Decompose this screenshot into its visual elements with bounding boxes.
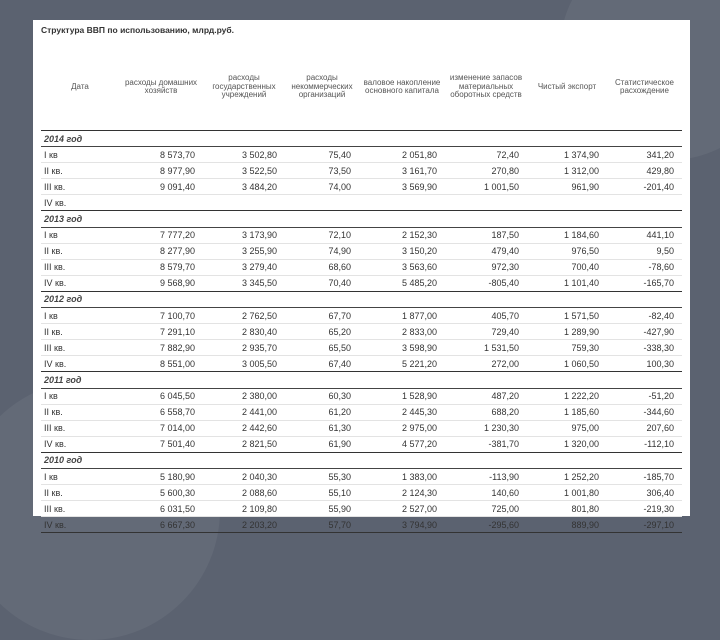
column-header: расходы некоммерческих организаций bbox=[285, 44, 359, 131]
value-cell: 73,50 bbox=[285, 163, 359, 179]
value-cell: 5 485,20 bbox=[359, 275, 445, 291]
value-cell: 3 598,90 bbox=[359, 340, 445, 356]
value-cell: 1 060,50 bbox=[527, 356, 607, 372]
value-cell: 441,10 bbox=[607, 227, 682, 243]
value-cell: 3 502,80 bbox=[203, 147, 285, 163]
quarter-cell: III кв. bbox=[41, 340, 119, 356]
value-cell: 3 255,90 bbox=[203, 243, 285, 259]
value-cell: 341,20 bbox=[607, 147, 682, 163]
value-cell: 1 001,50 bbox=[445, 179, 527, 195]
value-cell: -78,60 bbox=[607, 259, 682, 275]
value-cell: 8 551,00 bbox=[119, 356, 203, 372]
value-cell: 8 579,70 bbox=[119, 259, 203, 275]
table-row bbox=[41, 517, 682, 533]
value-cell: 8 573,70 bbox=[119, 147, 203, 163]
value-cell: 7 100,70 bbox=[119, 308, 203, 324]
value-cell: 55,30 bbox=[285, 468, 359, 484]
quarter-cell: II кв. bbox=[41, 485, 119, 501]
value-cell: 2 051,80 bbox=[359, 147, 445, 163]
quarter-cell: III кв. bbox=[41, 501, 119, 517]
value-cell bbox=[285, 195, 359, 211]
value-cell: -805,40 bbox=[445, 275, 527, 291]
table-row bbox=[41, 195, 682, 211]
value-cell: 801,80 bbox=[527, 501, 607, 517]
value-cell: 72,10 bbox=[285, 227, 359, 243]
value-cell: 725,00 bbox=[445, 501, 527, 517]
value-cell: 2 152,30 bbox=[359, 227, 445, 243]
value-cell: -427,90 bbox=[607, 324, 682, 340]
value-cell: 1 877,00 bbox=[359, 308, 445, 324]
table-row bbox=[41, 147, 682, 163]
year-label: 2011 год bbox=[41, 372, 682, 388]
quarter-cell: I кв bbox=[41, 388, 119, 404]
value-cell: 2 762,50 bbox=[203, 308, 285, 324]
value-cell: 3 569,90 bbox=[359, 179, 445, 195]
value-cell: 8 277,90 bbox=[119, 243, 203, 259]
value-cell: 1 101,40 bbox=[527, 275, 607, 291]
value-cell: 961,90 bbox=[527, 179, 607, 195]
value-cell: 100,30 bbox=[607, 356, 682, 372]
value-cell: 187,50 bbox=[445, 227, 527, 243]
value-cell: 479,40 bbox=[445, 243, 527, 259]
value-cell: 2 380,00 bbox=[203, 388, 285, 404]
value-cell: 9,50 bbox=[607, 243, 682, 259]
quarter-cell: II кв. bbox=[41, 404, 119, 420]
quarter-cell: I кв bbox=[41, 468, 119, 484]
table-row bbox=[41, 308, 682, 324]
value-cell: 729,40 bbox=[445, 324, 527, 340]
value-cell: 1 252,20 bbox=[527, 468, 607, 484]
value-cell: 140,60 bbox=[445, 485, 527, 501]
column-header: валовое накопление основного капитала bbox=[359, 44, 445, 131]
value-cell: -344,60 bbox=[607, 404, 682, 420]
value-cell: 2 203,20 bbox=[203, 517, 285, 533]
value-cell: -381,70 bbox=[445, 436, 527, 452]
value-cell: 9 568,90 bbox=[119, 275, 203, 291]
column-header: расходы домашних хозяйств bbox=[119, 44, 203, 131]
table-row bbox=[41, 179, 682, 195]
value-cell: 3 279,40 bbox=[203, 259, 285, 275]
value-cell: 67,40 bbox=[285, 356, 359, 372]
year-group-row bbox=[41, 452, 682, 468]
value-cell: -51,20 bbox=[607, 388, 682, 404]
table-row bbox=[41, 388, 682, 404]
value-cell: 70,40 bbox=[285, 275, 359, 291]
value-cell: 6 045,50 bbox=[119, 388, 203, 404]
value-cell: 57,70 bbox=[285, 517, 359, 533]
value-cell: 72,40 bbox=[445, 147, 527, 163]
value-cell: 3 005,50 bbox=[203, 356, 285, 372]
value-cell bbox=[527, 195, 607, 211]
value-cell bbox=[359, 195, 445, 211]
quarter-cell: IV кв. bbox=[41, 275, 119, 291]
value-cell: 61,20 bbox=[285, 404, 359, 420]
value-cell: 2 821,50 bbox=[203, 436, 285, 452]
value-cell: 61,30 bbox=[285, 420, 359, 436]
value-cell: 6 558,70 bbox=[119, 404, 203, 420]
value-cell: 7 014,00 bbox=[119, 420, 203, 436]
document-page bbox=[33, 20, 690, 530]
value-cell: 487,20 bbox=[445, 388, 527, 404]
value-cell: 2 830,40 bbox=[203, 324, 285, 340]
value-cell: 60,30 bbox=[285, 388, 359, 404]
value-cell: 2 109,80 bbox=[203, 501, 285, 517]
table-row bbox=[41, 420, 682, 436]
value-cell: 1 001,80 bbox=[527, 485, 607, 501]
value-cell: 3 522,50 bbox=[203, 163, 285, 179]
value-cell: 270,80 bbox=[445, 163, 527, 179]
table-row bbox=[41, 324, 682, 340]
table-body bbox=[41, 131, 682, 533]
table-row bbox=[41, 468, 682, 484]
value-cell: 1 222,20 bbox=[527, 388, 607, 404]
value-cell: 1 528,90 bbox=[359, 388, 445, 404]
quarter-cell: III кв. bbox=[41, 179, 119, 195]
quarter-cell: II кв. bbox=[41, 324, 119, 340]
value-cell: 889,90 bbox=[527, 517, 607, 533]
column-header: Статистическое расхождение bbox=[607, 44, 682, 131]
value-cell: 3 345,50 bbox=[203, 275, 285, 291]
quarter-cell: I кв bbox=[41, 147, 119, 163]
value-cell: 68,60 bbox=[285, 259, 359, 275]
quarter-cell: II кв. bbox=[41, 163, 119, 179]
value-cell: 1 383,00 bbox=[359, 468, 445, 484]
year-label: 2014 год bbox=[41, 131, 682, 147]
value-cell: 6 031,50 bbox=[119, 501, 203, 517]
value-cell: 306,40 bbox=[607, 485, 682, 501]
value-cell: 1 184,60 bbox=[527, 227, 607, 243]
value-cell: 4 577,20 bbox=[359, 436, 445, 452]
value-cell: 3 563,60 bbox=[359, 259, 445, 275]
value-cell bbox=[203, 195, 285, 211]
value-cell: -201,40 bbox=[607, 179, 682, 195]
quarter-cell: II кв. bbox=[41, 243, 119, 259]
quarter-cell: IV кв. bbox=[41, 517, 119, 533]
value-cell: 5 221,20 bbox=[359, 356, 445, 372]
value-cell: 2 527,00 bbox=[359, 501, 445, 517]
value-cell: 5 180,90 bbox=[119, 468, 203, 484]
value-cell: 207,60 bbox=[607, 420, 682, 436]
value-cell: -165,70 bbox=[607, 275, 682, 291]
value-cell: 2 975,00 bbox=[359, 420, 445, 436]
value-cell: 9 091,40 bbox=[119, 179, 203, 195]
table-row bbox=[41, 356, 682, 372]
table-row bbox=[41, 436, 682, 452]
value-cell: 74,90 bbox=[285, 243, 359, 259]
value-cell: -297,10 bbox=[607, 517, 682, 533]
value-cell: 3 484,20 bbox=[203, 179, 285, 195]
document-title: Структура ВВП по использованию, млрд.руб. bbox=[41, 25, 234, 35]
column-header: Дата bbox=[41, 44, 119, 131]
table-header-row bbox=[41, 44, 682, 131]
value-cell: 67,70 bbox=[285, 308, 359, 324]
value-cell: 5 600,30 bbox=[119, 485, 203, 501]
year-label: 2013 год bbox=[41, 211, 682, 227]
value-cell: -185,70 bbox=[607, 468, 682, 484]
table-row bbox=[41, 340, 682, 356]
table-row bbox=[41, 259, 682, 275]
value-cell: 65,50 bbox=[285, 340, 359, 356]
year-label: 2010 год bbox=[41, 452, 682, 468]
table-row bbox=[41, 501, 682, 517]
value-cell: 688,20 bbox=[445, 404, 527, 420]
value-cell: 61,90 bbox=[285, 436, 359, 452]
value-cell: 429,80 bbox=[607, 163, 682, 179]
table-row bbox=[41, 275, 682, 291]
value-cell: 2 445,30 bbox=[359, 404, 445, 420]
column-header: Чистый экспорт bbox=[527, 44, 607, 131]
value-cell: 2 088,60 bbox=[203, 485, 285, 501]
value-cell: 2 833,00 bbox=[359, 324, 445, 340]
value-cell bbox=[607, 195, 682, 211]
value-cell: -113,90 bbox=[445, 468, 527, 484]
value-cell: -295,60 bbox=[445, 517, 527, 533]
quarter-cell: I кв bbox=[41, 227, 119, 243]
value-cell: 976,50 bbox=[527, 243, 607, 259]
quarter-cell: I кв bbox=[41, 308, 119, 324]
value-cell: 55,90 bbox=[285, 501, 359, 517]
value-cell bbox=[119, 195, 203, 211]
value-cell: 1 185,60 bbox=[527, 404, 607, 420]
value-cell: 75,40 bbox=[285, 147, 359, 163]
year-group-row bbox=[41, 291, 682, 307]
column-header: изменение запасов материальных оборотных средств bbox=[445, 44, 527, 131]
value-cell: 700,40 bbox=[527, 259, 607, 275]
value-cell: 759,30 bbox=[527, 340, 607, 356]
value-cell: 272,00 bbox=[445, 356, 527, 372]
year-label: 2012 год bbox=[41, 291, 682, 307]
quarter-cell: IV кв. bbox=[41, 436, 119, 452]
value-cell: 7 501,40 bbox=[119, 436, 203, 452]
value-cell: 65,20 bbox=[285, 324, 359, 340]
value-cell: 2 124,30 bbox=[359, 485, 445, 501]
column-header: расходы государственных учреждений bbox=[203, 44, 285, 131]
value-cell: 972,30 bbox=[445, 259, 527, 275]
value-cell: 975,00 bbox=[527, 420, 607, 436]
value-cell: 3 173,90 bbox=[203, 227, 285, 243]
value-cell: 2 441,00 bbox=[203, 404, 285, 420]
value-cell: 7 882,90 bbox=[119, 340, 203, 356]
value-cell: 55,10 bbox=[285, 485, 359, 501]
value-cell: -219,30 bbox=[607, 501, 682, 517]
value-cell: 1 571,50 bbox=[527, 308, 607, 324]
value-cell: 3 150,20 bbox=[359, 243, 445, 259]
value-cell: 1 312,00 bbox=[527, 163, 607, 179]
table-row bbox=[41, 227, 682, 243]
value-cell: 6 667,30 bbox=[119, 517, 203, 533]
year-group-row bbox=[41, 372, 682, 388]
value-cell: 1 320,00 bbox=[527, 436, 607, 452]
quarter-cell: III кв. bbox=[41, 420, 119, 436]
value-cell: -338,30 bbox=[607, 340, 682, 356]
year-group-row bbox=[41, 211, 682, 227]
value-cell: 405,70 bbox=[445, 308, 527, 324]
value-cell: 7 777,20 bbox=[119, 227, 203, 243]
quarter-cell: IV кв. bbox=[41, 356, 119, 372]
table-row bbox=[41, 243, 682, 259]
value-cell: 7 291,10 bbox=[119, 324, 203, 340]
value-cell: 1 374,90 bbox=[527, 147, 607, 163]
quarter-cell: III кв. bbox=[41, 259, 119, 275]
value-cell: 74,00 bbox=[285, 179, 359, 195]
value-cell: 3 794,90 bbox=[359, 517, 445, 533]
quarter-cell: IV кв. bbox=[41, 195, 119, 211]
value-cell: -82,40 bbox=[607, 308, 682, 324]
gdp-structure-table bbox=[41, 44, 682, 533]
value-cell: -112,10 bbox=[607, 436, 682, 452]
value-cell: 1 531,50 bbox=[445, 340, 527, 356]
table-row bbox=[41, 485, 682, 501]
value-cell: 1 289,90 bbox=[527, 324, 607, 340]
year-group-row bbox=[41, 131, 682, 147]
value-cell: 2 040,30 bbox=[203, 468, 285, 484]
table-row bbox=[41, 404, 682, 420]
table-row bbox=[41, 163, 682, 179]
value-cell bbox=[445, 195, 527, 211]
value-cell: 1 230,30 bbox=[445, 420, 527, 436]
value-cell: 2 442,60 bbox=[203, 420, 285, 436]
value-cell: 2 935,70 bbox=[203, 340, 285, 356]
value-cell: 3 161,70 bbox=[359, 163, 445, 179]
value-cell: 8 977,90 bbox=[119, 163, 203, 179]
